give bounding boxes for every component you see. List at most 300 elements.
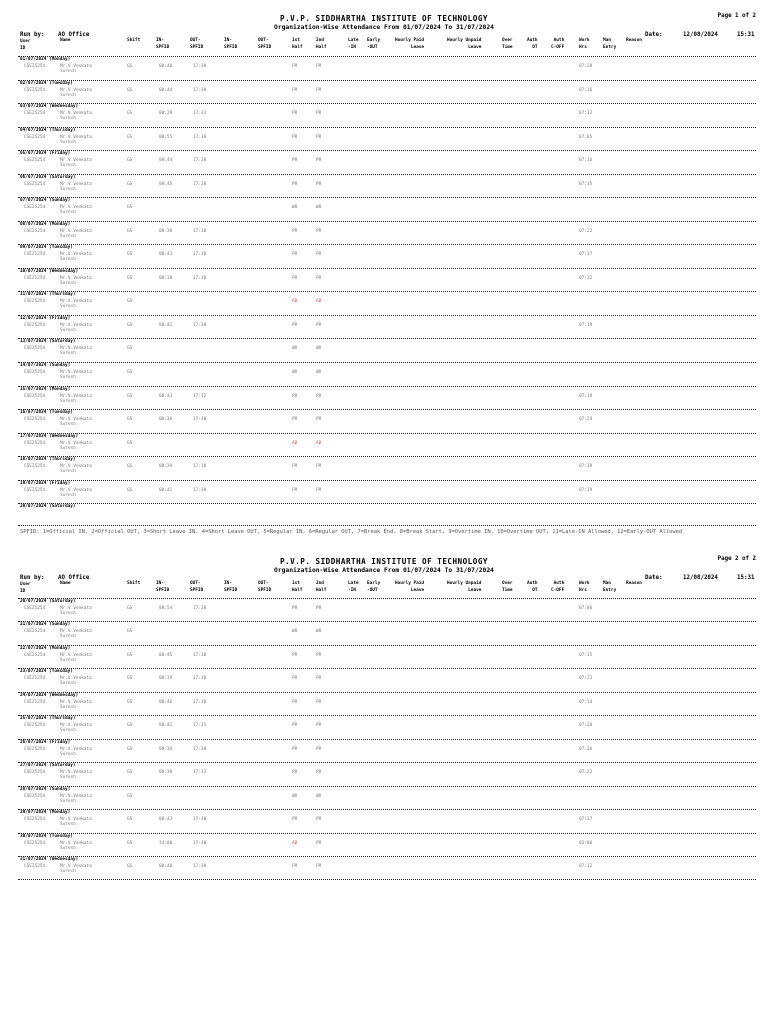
user-id-cell: CSE25254 bbox=[24, 393, 46, 399]
day-date-header: 22/07/2024 (Monday) bbox=[20, 645, 71, 651]
col-in-spfid-line2: SPFID bbox=[156, 44, 170, 50]
shift-cell: GS bbox=[127, 606, 133, 611]
name-cell-line2: Suresh bbox=[60, 845, 76, 851]
user-id-cell: CSE25254 bbox=[24, 840, 46, 846]
row-separator bbox=[18, 197, 756, 198]
col-auth-ot-line2: OT bbox=[532, 587, 538, 593]
user-id-cell: CSE25254 bbox=[24, 275, 46, 281]
first-half-status: PR bbox=[292, 252, 298, 258]
row-separator bbox=[18, 692, 756, 693]
work-hrs-cell: 07:32 bbox=[579, 111, 593, 117]
name-cell: Mr.V.Venkata bbox=[60, 370, 92, 376]
col-reason bbox=[626, 581, 642, 588]
row-separator bbox=[18, 621, 756, 622]
name-cell-line2: Suresh bbox=[60, 492, 76, 498]
col-in-spfid-line1: IN- bbox=[156, 38, 164, 43]
report-time: 15:31 bbox=[737, 32, 755, 38]
second-half-status: AB bbox=[316, 440, 322, 446]
name-cell: Mr.V.Venkata bbox=[60, 699, 92, 705]
col-id-label: ID bbox=[20, 588, 26, 594]
second-half-status: PR bbox=[316, 746, 322, 752]
institute-title: P.V.P. SIDDHARTHA INSTITUTE OF TECHNOLOGY bbox=[280, 14, 488, 23]
name-cell: Mr.V.Venkata bbox=[60, 440, 92, 446]
col-hourly-paid-leave-line2: Leave bbox=[410, 587, 425, 593]
col-auth-ot-line1: Auth bbox=[527, 38, 538, 43]
col-auth-coff-line2: C-OFF bbox=[551, 44, 565, 50]
shift-cell: GS bbox=[127, 181, 133, 187]
work-hrs-cell: 07:39 bbox=[579, 464, 593, 470]
work-hrs-cell: 07:16 bbox=[579, 87, 593, 93]
col-name bbox=[60, 38, 71, 45]
name-cell-line2: Suresh bbox=[60, 469, 76, 475]
out-time-cell: 17:30 bbox=[193, 64, 207, 69]
out-time-cell: 17:30 bbox=[193, 652, 207, 658]
name-cell: Mr.V.Venkata bbox=[60, 652, 92, 658]
name-cell: Mr.V.Venkata bbox=[60, 417, 92, 423]
col-in-spfid-2-line2: SPFID bbox=[224, 587, 238, 593]
shift-cell: GS bbox=[127, 746, 133, 752]
name-cell-line2: Suresh bbox=[60, 186, 76, 192]
col-early-out-line1: Early bbox=[367, 581, 381, 586]
day-date-header: 19/07/2024 (Friday) bbox=[20, 480, 71, 486]
name-cell: Mr.V.Venkata bbox=[60, 87, 92, 93]
shift-cell: GS bbox=[127, 440, 133, 446]
day-date-header: 06/07/2024 (Saturday) bbox=[20, 174, 76, 180]
day-date-header: 20/07/2024 (Saturday) bbox=[20, 599, 76, 604]
in-time-cell: 08:45 bbox=[159, 652, 173, 658]
in-time-cell: 14:00 bbox=[159, 840, 173, 846]
in-time-cell: 08:45 bbox=[159, 181, 173, 187]
col-hourly-unpaid-leave-line2: Leave bbox=[468, 587, 482, 593]
first-half-status: PR bbox=[292, 64, 298, 69]
first-half-status: PR bbox=[292, 746, 298, 752]
user-id-cell: CSE25254 bbox=[24, 322, 46, 328]
out-time-cell: 17:30 bbox=[193, 417, 207, 423]
second-half-status: PR bbox=[316, 863, 322, 869]
institute-title: P.V.P. SIDDHARTHA INSTITUTE OF TECHNOLOGY bbox=[280, 557, 488, 566]
name-cell: Mr.V.Venkata bbox=[60, 606, 92, 611]
first-half-status: WO bbox=[292, 346, 298, 352]
out-time-cell: 17:30 bbox=[193, 322, 207, 328]
work-hrs-cell: 07:22 bbox=[579, 275, 593, 281]
day-date-header: 28/07/2024 (Sunday) bbox=[20, 786, 71, 792]
second-half-status: AB bbox=[316, 299, 322, 305]
first-half-status: WO bbox=[292, 629, 298, 635]
first-half-status: PR bbox=[292, 322, 298, 328]
name-cell: Mr.V.Venkata bbox=[60, 134, 92, 140]
page-number: Page 2 of 2 bbox=[717, 556, 756, 562]
col-user-label: User bbox=[20, 582, 31, 587]
in-time-cell: 08:55 bbox=[159, 134, 173, 140]
name-cell: Mr.V.Venkata bbox=[60, 158, 92, 164]
row-separator bbox=[18, 480, 756, 481]
col-late-in bbox=[348, 581, 359, 594]
row-separator bbox=[18, 456, 756, 457]
second-half-status: PR bbox=[316, 699, 322, 705]
first-half-status: PR bbox=[292, 228, 298, 234]
name-cell-line2: Suresh bbox=[60, 233, 76, 239]
shift-cell: GS bbox=[127, 676, 133, 682]
second-half-status: WO bbox=[316, 370, 322, 376]
spfid-legend: SPFID: 1=Official IN, 2=Official OUT, 3=Short Leave IN, 4=Short Leave OUT, 5=Regular IN, 6=Regular OUT, 7=Break End, 8=Break Start, 9=Overtime IN, 10=Overtime OUT, 11=Late-IN Allowed, 12=Early-OUT Allowed bbox=[20, 528, 683, 535]
name-cell-line2: Suresh bbox=[60, 210, 76, 216]
user-id-cell: CSE25254 bbox=[24, 228, 46, 234]
day-date-header: 21/07/2024 (Sunday) bbox=[20, 622, 71, 628]
day-date-header: 12/07/2024 (Friday) bbox=[20, 315, 71, 321]
col-hourly-paid-leave bbox=[395, 581, 424, 594]
first-half-status: PR bbox=[292, 181, 298, 187]
name-cell-line2: Suresh bbox=[60, 398, 76, 404]
day-date-header: 14/07/2024 (Sunday) bbox=[20, 363, 71, 369]
col-in-spfid-2-line1: IN- bbox=[224, 38, 232, 43]
user-id-cell: CSE25254 bbox=[24, 158, 46, 164]
col-early-out-line1: Early bbox=[367, 38, 381, 43]
col-second-half bbox=[316, 38, 327, 51]
out-time-cell: 17:30 bbox=[193, 252, 207, 258]
name-cell-line2: Suresh bbox=[60, 445, 76, 451]
day-date-header: 13/07/2024 (Saturday) bbox=[20, 339, 76, 345]
report-date: 12/08/2024 bbox=[683, 575, 718, 581]
shift-cell: GS bbox=[127, 64, 133, 69]
col-hourly-unpaid-leave bbox=[447, 581, 481, 594]
col-auth-ot-line1: Auth bbox=[527, 581, 538, 586]
col-auth-coff bbox=[551, 38, 564, 51]
row-separator bbox=[18, 856, 756, 857]
col-name bbox=[60, 581, 71, 588]
day-date-header: 08/07/2024 (Monday) bbox=[20, 221, 71, 227]
col-in-spfid-line2: SPFID bbox=[156, 587, 170, 593]
second-half-status: PR bbox=[316, 252, 322, 258]
out-time-cell: 17:30 bbox=[193, 134, 207, 140]
name-cell-line2: Suresh bbox=[60, 304, 76, 310]
name-cell-line2: Suresh bbox=[60, 375, 76, 381]
row-separator bbox=[18, 338, 756, 339]
in-time-cell: 08:38 bbox=[159, 770, 173, 776]
user-id-cell: CSE25254 bbox=[24, 440, 46, 446]
second-half-status: WO bbox=[316, 205, 322, 211]
in-time-cell: 08:46 bbox=[159, 699, 173, 705]
col-over-time bbox=[502, 581, 513, 594]
name-cell: Mr.V.Venkata bbox=[60, 181, 92, 187]
name-cell-line2: Suresh bbox=[60, 704, 76, 710]
out-time-cell: 17:30 bbox=[193, 817, 207, 823]
in-time-cell: 08:41 bbox=[159, 322, 173, 328]
user-id-cell: CSE25254 bbox=[24, 676, 46, 682]
col-second-half-line1: 2nd bbox=[316, 38, 324, 43]
row-separator bbox=[18, 715, 756, 716]
col-work-hrs bbox=[579, 38, 590, 51]
name-cell-line2: Suresh bbox=[60, 868, 76, 874]
col-user-id bbox=[20, 39, 31, 52]
second-half-status: WO bbox=[316, 346, 322, 352]
row-separator bbox=[18, 315, 756, 316]
name-cell: Mr.V.Venkata bbox=[60, 840, 92, 846]
shift-cell: GS bbox=[127, 228, 133, 234]
second-half-status: PR bbox=[316, 817, 322, 823]
in-time-cell: 08:41 bbox=[159, 487, 173, 493]
col-work-hrs-line1: Work bbox=[579, 581, 590, 586]
out-time-cell: 17:18 bbox=[193, 464, 207, 470]
run-by-value: AO Office bbox=[58, 32, 90, 38]
col-first-half bbox=[292, 38, 303, 51]
row-separator bbox=[18, 174, 756, 175]
col-hourly-paid-leave-line2: Leave bbox=[410, 44, 425, 50]
day-date-header: 03/07/2024 (Wednesday) bbox=[20, 104, 79, 110]
work-hrs-cell: 07:23 bbox=[579, 770, 593, 776]
work-hrs-cell: 07:17 bbox=[579, 817, 593, 823]
col-second-half-line1: 2nd bbox=[316, 581, 324, 586]
col-out-spfid-2 bbox=[258, 581, 271, 594]
name-cell: Mr.V.Venkata bbox=[60, 64, 92, 69]
in-time-cell: 08:34 bbox=[159, 746, 173, 752]
col-name-line1: Name bbox=[60, 38, 71, 43]
row-separator bbox=[18, 525, 756, 526]
name-cell-line2: Suresh bbox=[60, 257, 76, 263]
name-cell: Mr.V.Venkata bbox=[60, 487, 92, 493]
day-date-header: 07/07/2024 (Sunday) bbox=[20, 198, 71, 204]
second-half-status: PR bbox=[316, 64, 322, 69]
second-half-status: PR bbox=[316, 417, 322, 423]
row-separator bbox=[18, 809, 756, 810]
user-id-cell: CSE25254 bbox=[24, 699, 46, 705]
first-half-status: AB bbox=[292, 840, 298, 846]
work-hrs-cell: 07:19 bbox=[579, 393, 593, 399]
first-half-status: PR bbox=[292, 676, 298, 682]
col-hourly-unpaid-leave-line2: Leave bbox=[468, 44, 482, 50]
work-hrs-cell: 07:21 bbox=[579, 676, 593, 682]
day-date-header: 02/07/2024 (Tuesday) bbox=[20, 80, 73, 86]
user-id-cell: CSE25254 bbox=[24, 181, 46, 187]
col-out-spfid-2 bbox=[258, 38, 271, 51]
col-in-spfid-2 bbox=[224, 38, 237, 51]
day-date-header: 16/07/2024 (Tuesday) bbox=[20, 410, 73, 416]
shift-cell: GS bbox=[127, 699, 133, 705]
name-cell-line2: Suresh bbox=[60, 611, 76, 616]
name-cell-line2: Suresh bbox=[60, 751, 76, 757]
name-cell: Mr.V.Venkata bbox=[60, 676, 92, 682]
out-time-cell: 17:31 bbox=[193, 723, 207, 729]
out-time-cell: 17:30 bbox=[193, 863, 207, 869]
col-shift bbox=[127, 38, 140, 45]
run-by-label: Run by: bbox=[20, 575, 45, 581]
col-reason-line1: Reason bbox=[626, 581, 642, 586]
col-out-spfid-line2: SPFID bbox=[190, 587, 204, 593]
shift-cell: GS bbox=[127, 299, 133, 305]
day-date-header: 25/07/2024 (Thursday) bbox=[20, 716, 76, 722]
row-separator bbox=[18, 150, 756, 151]
name-cell: Mr.V.Venkata bbox=[60, 322, 92, 328]
col-auth-ot bbox=[527, 38, 538, 51]
out-time-cell: 17:32 bbox=[193, 393, 207, 399]
col-late-in-line1: Late bbox=[348, 38, 359, 43]
user-id-cell: CSE25254 bbox=[24, 64, 46, 69]
name-cell-line2: Suresh bbox=[60, 634, 76, 640]
date-label: Date: bbox=[645, 32, 663, 38]
work-hrs-cell: 07:17 bbox=[579, 252, 593, 258]
row-separator bbox=[18, 833, 756, 834]
col-auth-ot bbox=[527, 581, 538, 594]
run-by-label: Run by: bbox=[20, 32, 45, 38]
user-id-cell: CSE25254 bbox=[24, 464, 46, 470]
row-separator bbox=[18, 786, 756, 787]
name-cell-line2: Suresh bbox=[60, 163, 76, 169]
first-half-status: PR bbox=[292, 699, 298, 705]
first-half-status: PR bbox=[292, 464, 298, 470]
out-time-cell: 17:30 bbox=[193, 181, 207, 187]
report-date: 12/08/2024 bbox=[683, 32, 718, 38]
col-hourly-unpaid-leave bbox=[447, 38, 481, 51]
name-cell-line2: Suresh bbox=[60, 822, 76, 828]
day-date-header: 24/07/2024 (Wednesday) bbox=[20, 692, 79, 698]
col-auth-coff-line1: Auth bbox=[553, 38, 565, 43]
col-man-entry-line2: Entry bbox=[603, 44, 617, 50]
col-over-time-line2: Time bbox=[502, 44, 513, 50]
name-cell-line2: Suresh bbox=[60, 92, 76, 98]
in-time-cell: 08:41 bbox=[159, 723, 173, 729]
row-separator bbox=[18, 668, 756, 669]
name-cell: Mr.V.Venkata bbox=[60, 464, 92, 470]
work-hrs-cell: 07:15 bbox=[579, 652, 593, 658]
col-first-half-line2: Half bbox=[292, 44, 303, 50]
row-separator bbox=[18, 739, 756, 740]
work-hrs-cell: 07:24 bbox=[579, 417, 593, 423]
shift-cell: GS bbox=[127, 840, 133, 846]
row-separator bbox=[18, 762, 756, 763]
name-cell: Mr.V.Venkata bbox=[60, 629, 92, 635]
second-half-status: PR bbox=[316, 487, 322, 493]
col-shift-line1: Shift bbox=[127, 581, 141, 586]
day-date-header: 15/07/2024 (Monday) bbox=[20, 386, 71, 392]
col-in-spfid-line1: IN- bbox=[156, 581, 164, 586]
col-out-spfid-2-line1: OUT- bbox=[258, 38, 269, 43]
col-auth-coff-line1: Auth bbox=[553, 581, 565, 586]
col-man-entry bbox=[603, 581, 616, 594]
second-half-status: PR bbox=[316, 652, 322, 658]
name-cell: Mr.V.Venkata bbox=[60, 299, 92, 305]
user-id-cell: CSE25254 bbox=[24, 723, 46, 729]
row-separator bbox=[18, 879, 756, 880]
day-date-header: 18/07/2024 (Thursday) bbox=[20, 457, 76, 463]
col-work-hrs-line1: Work bbox=[579, 38, 590, 43]
second-half-status: PR bbox=[316, 87, 322, 93]
col-man-entry-line2: Entry bbox=[603, 587, 617, 593]
name-cell: Mr.V.Venkata bbox=[60, 205, 92, 211]
day-date-header: 01/07/2024 (Monday) bbox=[20, 57, 71, 62]
name-cell-line2: Suresh bbox=[60, 775, 76, 781]
in-time-cell: 08:38 bbox=[159, 275, 173, 281]
col-early-out-line2: -OUT bbox=[367, 44, 378, 50]
row-separator bbox=[18, 409, 756, 410]
name-cell: Mr.V.Venkata bbox=[60, 793, 92, 799]
col-shift bbox=[127, 581, 140, 588]
col-early-out bbox=[367, 38, 380, 51]
shift-cell: GS bbox=[127, 417, 133, 423]
first-half-status: AB bbox=[292, 299, 298, 305]
user-id-cell: CSE25254 bbox=[24, 629, 46, 635]
out-time-cell: 17:30 bbox=[193, 275, 207, 281]
first-half-status: PR bbox=[292, 87, 298, 93]
day-date-header: 20/07/2024 (Saturday) bbox=[20, 504, 76, 510]
name-cell-line2: Suresh bbox=[60, 422, 76, 428]
col-in-spfid-2-line2: SPFID bbox=[224, 44, 238, 50]
shift-cell: GS bbox=[127, 252, 133, 258]
user-id-cell: CSE25254 bbox=[24, 746, 46, 752]
col-work-hrs bbox=[579, 581, 590, 594]
day-date-header: 05/07/2024 (Friday) bbox=[20, 151, 71, 157]
shift-cell: GS bbox=[127, 158, 133, 164]
col-shift-line1: Shift bbox=[127, 38, 141, 43]
day-date-header: 29/07/2024 (Monday) bbox=[20, 810, 71, 816]
shift-cell: GS bbox=[127, 464, 133, 470]
first-half-status: AB bbox=[292, 440, 298, 446]
col-late-in bbox=[348, 38, 359, 51]
second-half-status: WO bbox=[316, 793, 322, 799]
second-half-status: PR bbox=[316, 111, 322, 117]
first-half-status: PR bbox=[292, 770, 298, 776]
user-id-cell: CSE25254 bbox=[24, 487, 46, 493]
user-id-cell: CSE25254 bbox=[24, 770, 46, 776]
work-hrs-cell: 07:26 bbox=[579, 746, 593, 752]
first-half-status: PR bbox=[292, 275, 298, 281]
user-id-cell: CSE25254 bbox=[24, 299, 46, 305]
shift-cell: GS bbox=[127, 322, 133, 328]
out-time-cell: 17:31 bbox=[193, 111, 207, 117]
col-man-entry-line1: Man bbox=[603, 581, 611, 586]
shift-cell: GS bbox=[127, 770, 133, 776]
first-half-status: PR bbox=[292, 487, 298, 493]
col-user-label: User bbox=[20, 39, 31, 44]
col-hourly-unpaid-leave-line1: Hourly Unpaid bbox=[447, 581, 482, 586]
work-hrs-cell: 07:20 bbox=[579, 723, 593, 729]
out-time-cell: 17:30 bbox=[193, 606, 207, 611]
row-separator bbox=[18, 56, 756, 57]
col-name-line1: Name bbox=[60, 581, 71, 586]
in-time-cell: 08:48 bbox=[159, 863, 173, 869]
day-date-header: 04/07/2024 (Thursday) bbox=[20, 127, 76, 133]
out-time-cell: 17:30 bbox=[193, 487, 207, 493]
name-cell-line2: Suresh bbox=[60, 116, 76, 122]
in-time-cell: 08:44 bbox=[159, 158, 173, 164]
second-half-status: PR bbox=[316, 134, 322, 140]
col-first-half-line1: 1st bbox=[292, 38, 300, 43]
in-time-cell: 08:44 bbox=[159, 87, 173, 93]
out-time-cell: 17:30 bbox=[193, 676, 207, 682]
in-time-cell: 08:36 bbox=[159, 417, 173, 423]
name-cell: Mr.V.Venkata bbox=[60, 746, 92, 752]
row-separator bbox=[18, 244, 756, 245]
in-time-cell: 08:43 bbox=[159, 252, 173, 258]
name-cell: Mr.V.Venkata bbox=[60, 346, 92, 352]
first-half-status: PR bbox=[292, 606, 298, 611]
out-time-cell: 17:30 bbox=[193, 840, 207, 846]
in-time-cell: 08:43 bbox=[159, 817, 173, 823]
work-hrs-cell: 07:14 bbox=[579, 699, 593, 705]
first-half-status: PR bbox=[292, 111, 298, 117]
work-hrs-cell: 07:19 bbox=[579, 487, 593, 493]
col-over-time-line1: Over bbox=[502, 581, 513, 586]
col-work-hrs-line2: Hrs bbox=[579, 587, 587, 593]
first-half-status: PR bbox=[292, 417, 298, 423]
first-half-status: WO bbox=[292, 205, 298, 211]
work-hrs-cell: 07:16 bbox=[579, 158, 593, 164]
col-out-spfid-line1: OUT- bbox=[190, 38, 201, 43]
in-time-cell: 08:29 bbox=[159, 111, 173, 117]
row-separator bbox=[18, 645, 756, 646]
user-id-cell: CSE25254 bbox=[24, 606, 46, 611]
col-second-half-line2: Half bbox=[316, 587, 327, 593]
day-date-header: 30/07/2024 (Tuesday) bbox=[20, 833, 73, 839]
col-hourly-paid-leave-line1: Hourly Paid bbox=[395, 38, 425, 43]
